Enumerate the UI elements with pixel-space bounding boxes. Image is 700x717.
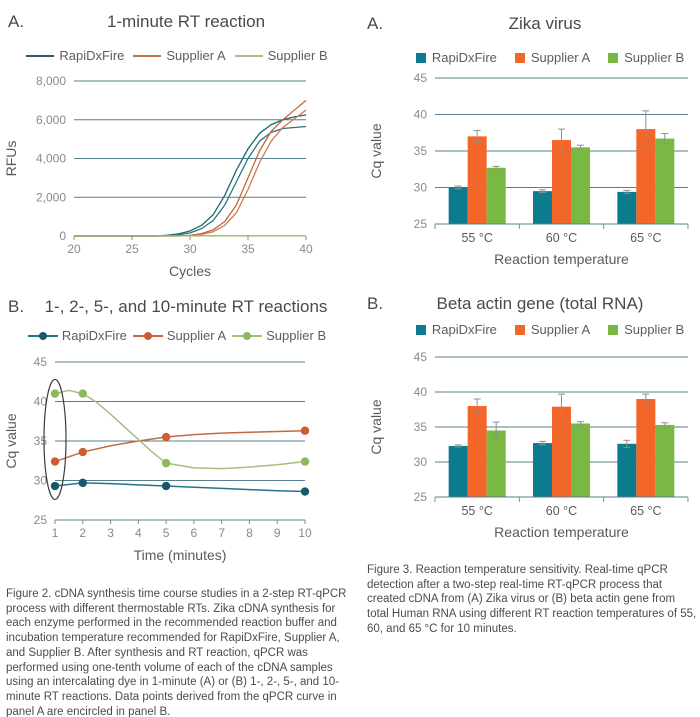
- timecourse-chart-title: 1-, 2-, 5-, and 10-minute RT reactions: [44, 297, 328, 316]
- svg-text:6: 6: [190, 526, 198, 540]
- svg-text:25: 25: [33, 513, 47, 527]
- betaactin-bar-chart: [355, 343, 700, 553]
- svg-text:45: 45: [413, 71, 427, 85]
- legend-item-supplier-b: [608, 50, 684, 65]
- legend-label: Supplier A: [166, 48, 226, 63]
- svg-text:8,000: 8,000: [35, 74, 66, 88]
- legend-label: Supplier B: [624, 50, 685, 65]
- legend-item-supplier-b: [235, 48, 328, 63]
- line-swatch-icon: [26, 55, 54, 57]
- legend-item-supplier-a: [133, 48, 225, 63]
- svg-text:8: 8: [246, 526, 253, 540]
- betaactin-chart-title: Beta actin gene (total RNA): [436, 294, 644, 313]
- svg-text:7: 7: [218, 526, 226, 540]
- legend-item-supplier-a: [133, 328, 226, 343]
- svg-text:35: 35: [241, 242, 255, 256]
- svg-text:10: 10: [298, 526, 312, 540]
- svg-text:40: 40: [33, 394, 47, 409]
- svg-text:4,000: 4,000: [35, 151, 66, 166]
- svg-text:30: 30: [413, 180, 427, 195]
- legend-item-rapidxfire: [28, 328, 127, 343]
- svg-text:40: 40: [299, 242, 313, 256]
- svg-text:5: 5: [162, 526, 170, 540]
- line-swatch-icon: [235, 55, 263, 57]
- legend-item-rapidxfire: [26, 48, 124, 63]
- legend-label: RapiDxFire: [61, 328, 127, 343]
- legend-item-rapidxfire: [416, 50, 497, 65]
- legend-label: Supplier A: [530, 50, 591, 65]
- svg-text:Cycles: Cycles: [168, 263, 212, 279]
- svg-text:Cq value: Cq value: [368, 399, 384, 455]
- svg-text:2,000: 2,000: [35, 190, 66, 205]
- svg-text:65 °C: 65 °C: [630, 504, 662, 518]
- svg-text:25: 25: [125, 242, 139, 256]
- legend-label: RapiDxFire: [59, 48, 125, 63]
- svg-text:3: 3: [107, 526, 114, 540]
- svg-text:6,000: 6,000: [35, 112, 66, 127]
- svg-text:Time (minutes): Time (minutes): [133, 547, 227, 563]
- figure3-caption: Figure 3. Reaction temperature sensitivity. Real-time qPCR detection after a two-step real-time RT-qPCR process that created cDNA from (A) Zika virus or (B) beta actin gene from total Human RNA using different RT reaction temperatures of 55, 60, and 65 °C for 10 minutes.: [367, 564, 697, 635]
- timecourse-line-chart: [0, 350, 345, 575]
- legend-label: Supplier A: [166, 328, 227, 343]
- svg-text:40: 40: [413, 385, 427, 399]
- zika-bar-chart: [355, 68, 700, 278]
- svg-text:35: 35: [33, 434, 47, 448]
- square-swatch-icon: [608, 53, 618, 63]
- svg-text:4: 4: [134, 526, 142, 540]
- svg-text:0: 0: [59, 229, 66, 243]
- line-swatch-icon: [133, 55, 161, 57]
- svg-text:55 °C: 55 °C: [461, 231, 493, 245]
- legend-item-supplier-a: [515, 50, 590, 65]
- line-marker-swatch-icon: [232, 331, 262, 341]
- zika-chart-title: Zika virus: [508, 14, 582, 33]
- svg-text:60 °C: 60 °C: [545, 504, 578, 518]
- svg-text:35: 35: [413, 420, 427, 434]
- panel-a-left-letter: A.: [8, 12, 25, 31]
- svg-text:Cq value: Cq value: [3, 413, 19, 469]
- svg-text:Cq value: Cq value: [368, 123, 384, 179]
- svg-text:RFUs: RFUs: [3, 140, 19, 177]
- svg-text:30: 30: [33, 473, 47, 488]
- svg-text:1: 1: [51, 526, 59, 540]
- svg-text:2: 2: [79, 526, 87, 540]
- svg-text:Reaction temperature: Reaction temperature: [494, 251, 629, 267]
- legend-label: RapiDxFire: [431, 322, 497, 337]
- svg-text:60 °C: 60 °C: [545, 231, 578, 245]
- svg-text:9: 9: [273, 526, 281, 540]
- svg-text:40: 40: [413, 107, 427, 122]
- legend-label: Supplier B: [267, 48, 328, 63]
- square-swatch-icon: [608, 325, 618, 335]
- zika-chart-legend: [405, 50, 695, 65]
- svg-text:20: 20: [67, 242, 81, 256]
- square-swatch-icon: [416, 53, 426, 63]
- svg-text:30: 30: [183, 242, 197, 256]
- svg-text:65 °C: 65 °C: [630, 231, 662, 245]
- betaactin-chart-legend: [405, 322, 695, 337]
- timecourse-chart-legend: [12, 328, 342, 343]
- svg-text:55 °C: 55 °C: [461, 504, 493, 518]
- legend-label: Supplier A: [530, 322, 591, 337]
- legend-item-supplier-a: [515, 322, 590, 337]
- square-swatch-icon: [515, 53, 525, 63]
- panel-b-right-letter: B.: [367, 294, 384, 313]
- figure2-caption: Figure 2. cDNA synthesis time course studies in a 2-step RT-qPCR process with different thermostable RTs. Zika cDNA synthesis for each enzyme performed in the recommended reaction buffer and incubation temperature recommended for RapiDxFire, Supplier A, and Supplier B. After synthesis and RT reaction, qPCR was performed using one-tenth volume of each of the cDNA samples using an intercalating dye in 1-minute (A) or (B) 1-, 2-, 5-, and 10-minute RT reactions. Data points derived from the qPCR curve in panel A are encircled in panel B.: [6, 588, 347, 717]
- line-marker-swatch-icon: [133, 331, 163, 341]
- panel-a-right-letter: A.: [367, 14, 384, 33]
- amp-chart-title: 1-minute RT reaction: [106, 12, 266, 31]
- svg-text:Reaction temperature: Reaction temperature: [494, 524, 629, 540]
- legend-item-supplier-b: [608, 322, 684, 337]
- svg-text:25: 25: [413, 490, 427, 504]
- svg-text:25: 25: [413, 217, 427, 231]
- legend-label: Supplier B: [266, 328, 327, 343]
- svg-text:35: 35: [413, 144, 427, 158]
- legend-item-rapidxfire: [416, 322, 497, 337]
- amplification-curve-chart: [0, 68, 345, 286]
- line-marker-swatch-icon: [28, 331, 58, 341]
- legend-label: Supplier B: [624, 322, 685, 337]
- svg-text:30: 30: [413, 455, 427, 469]
- svg-text:45: 45: [413, 350, 427, 364]
- legend-item-supplier-b: [232, 328, 326, 343]
- legend-label: RapiDxFire: [431, 50, 497, 65]
- panel-b-left-letter: B.: [8, 297, 25, 316]
- svg-text:45: 45: [33, 355, 47, 369]
- square-swatch-icon: [515, 325, 525, 335]
- square-swatch-icon: [416, 325, 426, 335]
- amp-chart-legend: [12, 48, 342, 63]
